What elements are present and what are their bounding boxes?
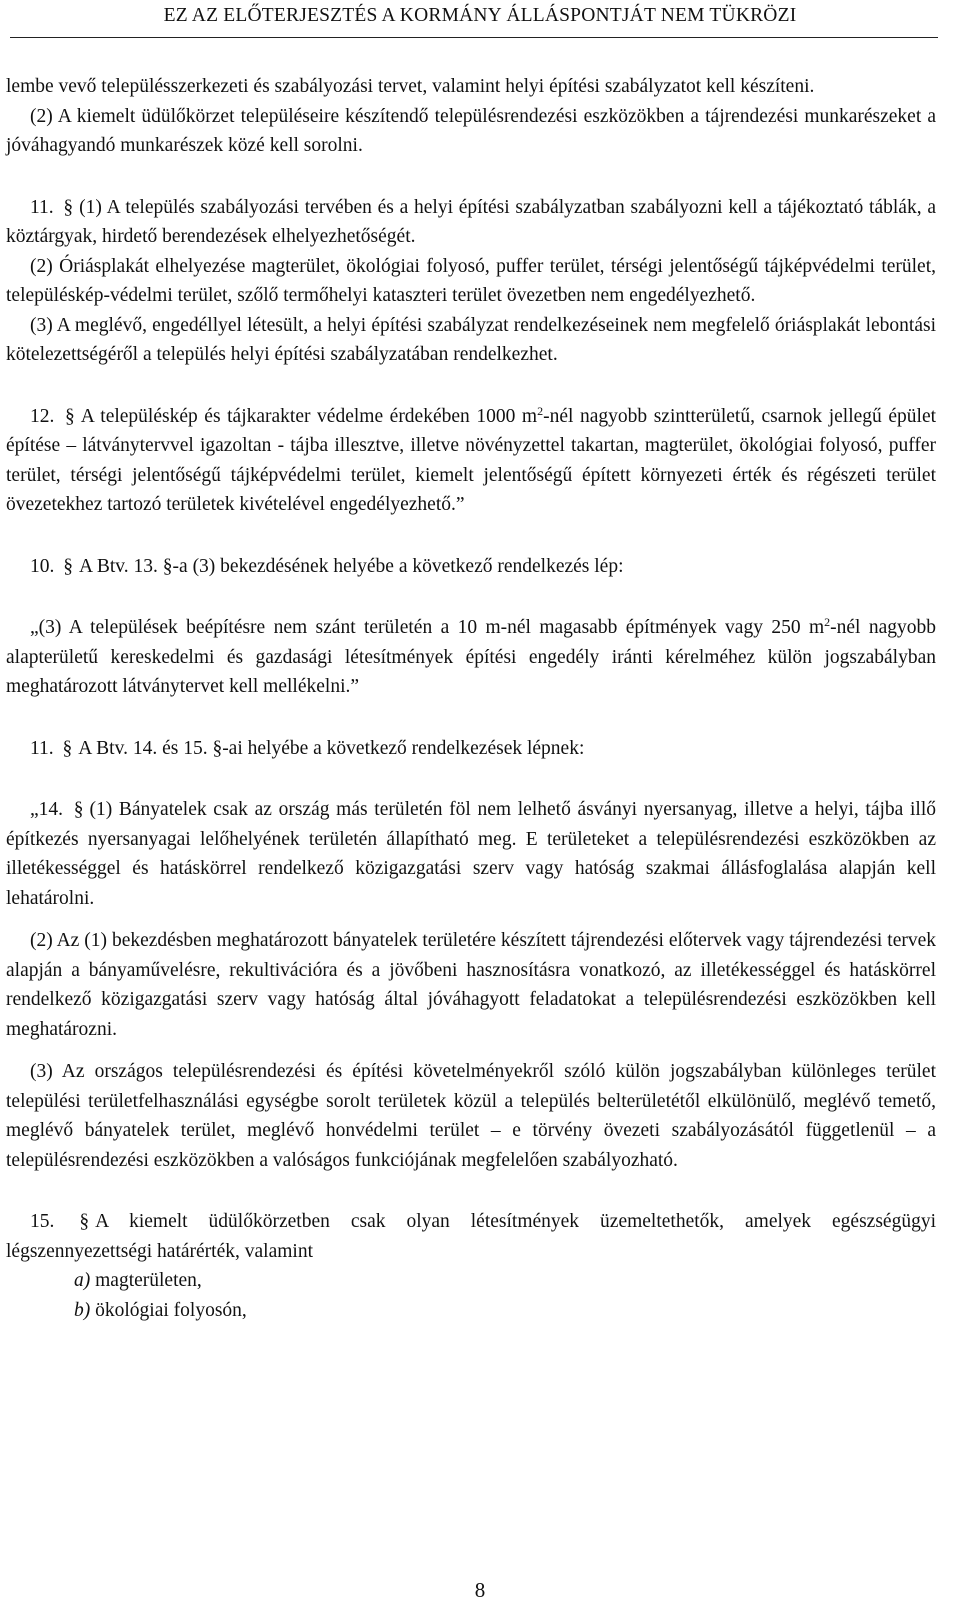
section-11-intro (6, 734, 936, 764)
section-number: 12. (30, 405, 55, 427)
quoted-section-14-para-2: (2) Az (1) bekezdésben meghatározott bányatelek területére készített tájrendezési előtervek vagy tájrendezési tervek alapján a bányaművelésre, rekultivációra és a jövőbeni hasznosításra vonatkozó, az illetékességgel és hatáskörrel rendelkező közigazgatási szerv vagy hatóság által jóváhagyott feladatokat a településrendezési eszközökben kell meghatározni. (6, 930, 936, 1040)
list-item-label: a) (74, 1270, 91, 1291)
quote-text-b: -nél nagyobb alapterületű kereskedelmi és gazdasági létesítmények építési engedély iránti kérelméhez külön jogszabályban meghatározott látványtervet kell mellékelni.” (6, 617, 936, 697)
list-item (74, 1296, 936, 1326)
section-11-para-2: (2) Óriásplakát elhelyezése magterület, ökológiai folyosó, puffer terület, térségi jelentőségű tájképvédelmi terület, településkép-védelmi terület, szőlő termőhelyi kataszteri terület övezetben nem engedélyezhető. (6, 255, 936, 306)
section-number: 11. (30, 737, 54, 759)
section-text: A Btv. 14. és 15. §-ai helyébe a következő rendelkezések lépnek: (78, 737, 585, 759)
section-number: 15. (30, 1211, 55, 1232)
list-item-text: ökológiai folyosón, (95, 1299, 247, 1321)
section-number: 11. (30, 196, 54, 218)
section-number: „14. (30, 799, 64, 820)
quoted-section-14-para-1 (6, 795, 936, 913)
section-symbol: § (62, 737, 73, 759)
list-item-label: b) (74, 1299, 91, 1321)
section-11-para-3: (3) A meglévő, engedéllyel létesült, a helyi építési szabályzat rendelkezéseinek nem megfelelő óriásplakát lebontási kötelezettségéről a település helyi építési szabályzatában rendelkezhet. (6, 314, 936, 365)
section-symbol: § (63, 196, 74, 218)
section-symbol: § (79, 1211, 90, 1232)
list-item (74, 1266, 936, 1296)
section-text: (1) Bányatelek csak az ország más területén föl nem lelhető ásványi nyersanyag, illetve a helyi, tájba illő építkezés nyersanyagai lelőhelyének területén állapítható meg. E területeket a településrendezési eszközökben az illetékességgel és hatáskörrel rendelkező közigazgatási szerv vagy hatóság szakmai állásfoglalása alapján kell lehatárolni. (6, 799, 936, 909)
section-symbol: § (73, 799, 84, 820)
quote-text-a: „(3) A települések beépítésre nem szánt területén a 10 m-nél magasabb építmények vagy 250 m (30, 617, 825, 638)
page-header: EZ AZ ELŐTERJESZTÉS A KORMÁNY ÁLLÁSPONTJÁT NEM TÜKRÖZI (163, 5, 797, 26)
page-number: 8 (474, 1578, 486, 1602)
header-rule (10, 37, 938, 38)
list-item-text: magterületen, (95, 1270, 202, 1291)
section-15 (6, 1207, 936, 1266)
section-text-a: A településkép és tájkarakter védelme érdekében 1000 m (80, 405, 538, 427)
section-text: A Btv. 13. §-a (3) bekezdésének helyébe a következő rendelkezés lép: (79, 555, 624, 577)
quoted-paragraph-3 (6, 613, 936, 702)
section-symbol: § (63, 555, 73, 577)
section-11-para-1 (6, 193, 936, 252)
paragraph-continuation: lembe vevő településszerkezeti és szabályozási tervet, valamint helyi építési szabályzatot kell készíteni. (6, 76, 815, 97)
section-symbol: § (64, 405, 75, 427)
superscript: 2 (537, 403, 544, 418)
quoted-section-14-para-3: (3) Az országos településrendezési és építési követelményekről szóló külön jogszabályban különleges terület települési területfelhasználási egységbe sorolt területek közül a település belterületétől elkülönülő, meglévő temető, meglévő bányatelek terület, meglévő honvédelmi terület – e törvény övezeti szabályozásától függetlenül – a településrendezési eszközökben a valóságos funkciójának megfelelően szabályozható. (6, 1061, 936, 1171)
superscript: 2 (824, 615, 831, 629)
paragraph-2: (2) A kiemelt üdülőkörzet településeire készítendő településrendezési eszközökben a tájrendezési munkarészeket a jóváhagyandó munkarészek közé kell sorolni. (6, 105, 936, 156)
section-text: A kiemelt üdülőkörzetben csak olyan létesítmények üzemeltethetők, amelyek egészségügyi légszennyezettségi határérték, valamint (6, 1211, 936, 1262)
section-text-b: -nél nagyobb szintterületű, csarnok jellegű épület építése – látványtervvel igazoltan - tájba illesztve, illetve növényzettel takartan, magterület, ökológiai folyosó, puffer terület, térségi jelentőségű tájképvédelmi terület, kiemelt jelentőségű épített környezeti érték és régészeti terület övezetekhez tartozó területek kivételével engedélyezhető.” (6, 405, 937, 515)
section-number: 10. (30, 555, 55, 577)
section-text: (1) A település szabályozási tervében és a helyi építési szabályzatban szabályozni kell a tájékoztató táblák, a köztárgyak, hirdető berendezések elhelyezhetőségét. (6, 196, 936, 247)
section-10-intro (6, 552, 936, 582)
document-body (6, 72, 936, 1325)
section-12 (6, 402, 936, 520)
